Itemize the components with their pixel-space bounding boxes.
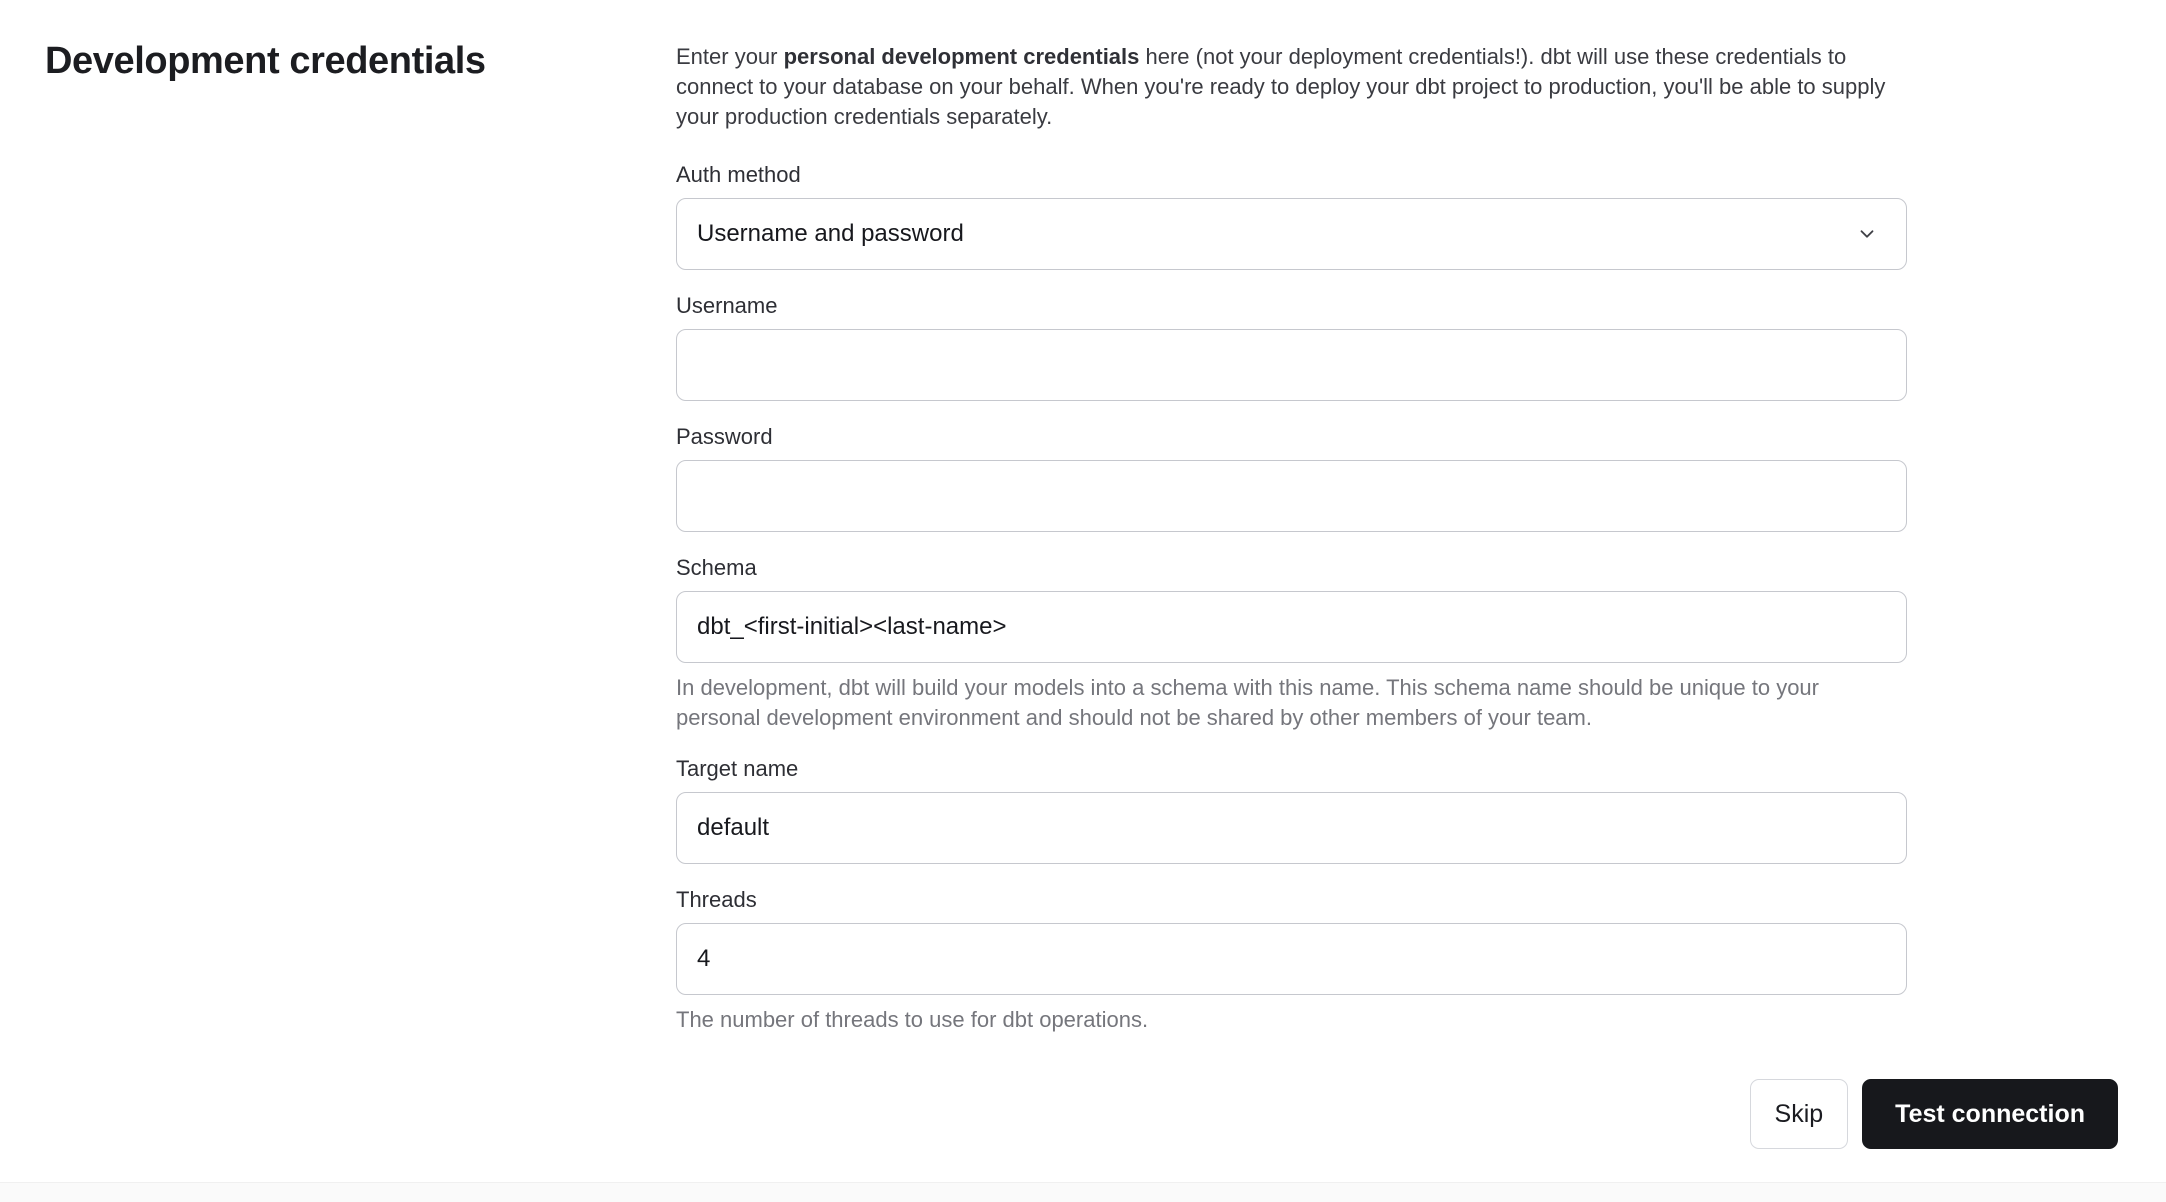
intro-bold: personal development credentials (783, 44, 1140, 69)
auth-method-value: Username and password (697, 220, 964, 247)
username-label: Username (676, 293, 778, 318)
auth-method-label: Auth method (676, 162, 801, 187)
username-field (676, 293, 1907, 401)
target-name-input[interactable] (676, 792, 1907, 864)
test-connection-button[interactable]: Test connection (1862, 1079, 2118, 1149)
username-input[interactable] (676, 329, 1907, 401)
target-name-label: Target name (676, 756, 799, 781)
bottom-divider (0, 1182, 2166, 1202)
threads-field (676, 887, 1907, 1035)
schema-help-text: In development, dbt will build your models into a schema with this name. This schema name should be unique to your personal development environment and should not be shared by other members of your team. (676, 675, 1819, 730)
password-field (676, 424, 1907, 532)
target-name-field (676, 756, 1907, 864)
page-title: Development credentials (45, 40, 486, 82)
auth-method-select[interactable] (676, 198, 1907, 270)
threads-input[interactable] (676, 923, 1907, 995)
schema-input[interactable] (676, 591, 1907, 663)
form-actions (1750, 1079, 2118, 1149)
skip-button[interactable]: Skip (1750, 1079, 1849, 1149)
schema-label: Schema (676, 555, 757, 580)
auth-method-field (676, 162, 1907, 270)
threads-help-text: The number of threads to use for dbt operations. (676, 1007, 1149, 1032)
chevron-down-icon (1856, 223, 1878, 245)
password-label: Password (676, 424, 773, 449)
section-header-column (0, 0, 676, 83)
intro-post: here (not your deployment credentials!). dbt will use these credentials to connect to your database on your behalf. When you're ready to deploy your dbt project to production, you'll be able to supply your production credentials separately. (676, 44, 1886, 129)
credentials-form (676, 0, 1907, 1058)
intro-text (676, 42, 1907, 132)
schema-field (676, 555, 1907, 733)
password-input[interactable] (676, 460, 1907, 532)
threads-label: Threads (676, 887, 757, 912)
intro-pre: Enter your (676, 44, 784, 69)
